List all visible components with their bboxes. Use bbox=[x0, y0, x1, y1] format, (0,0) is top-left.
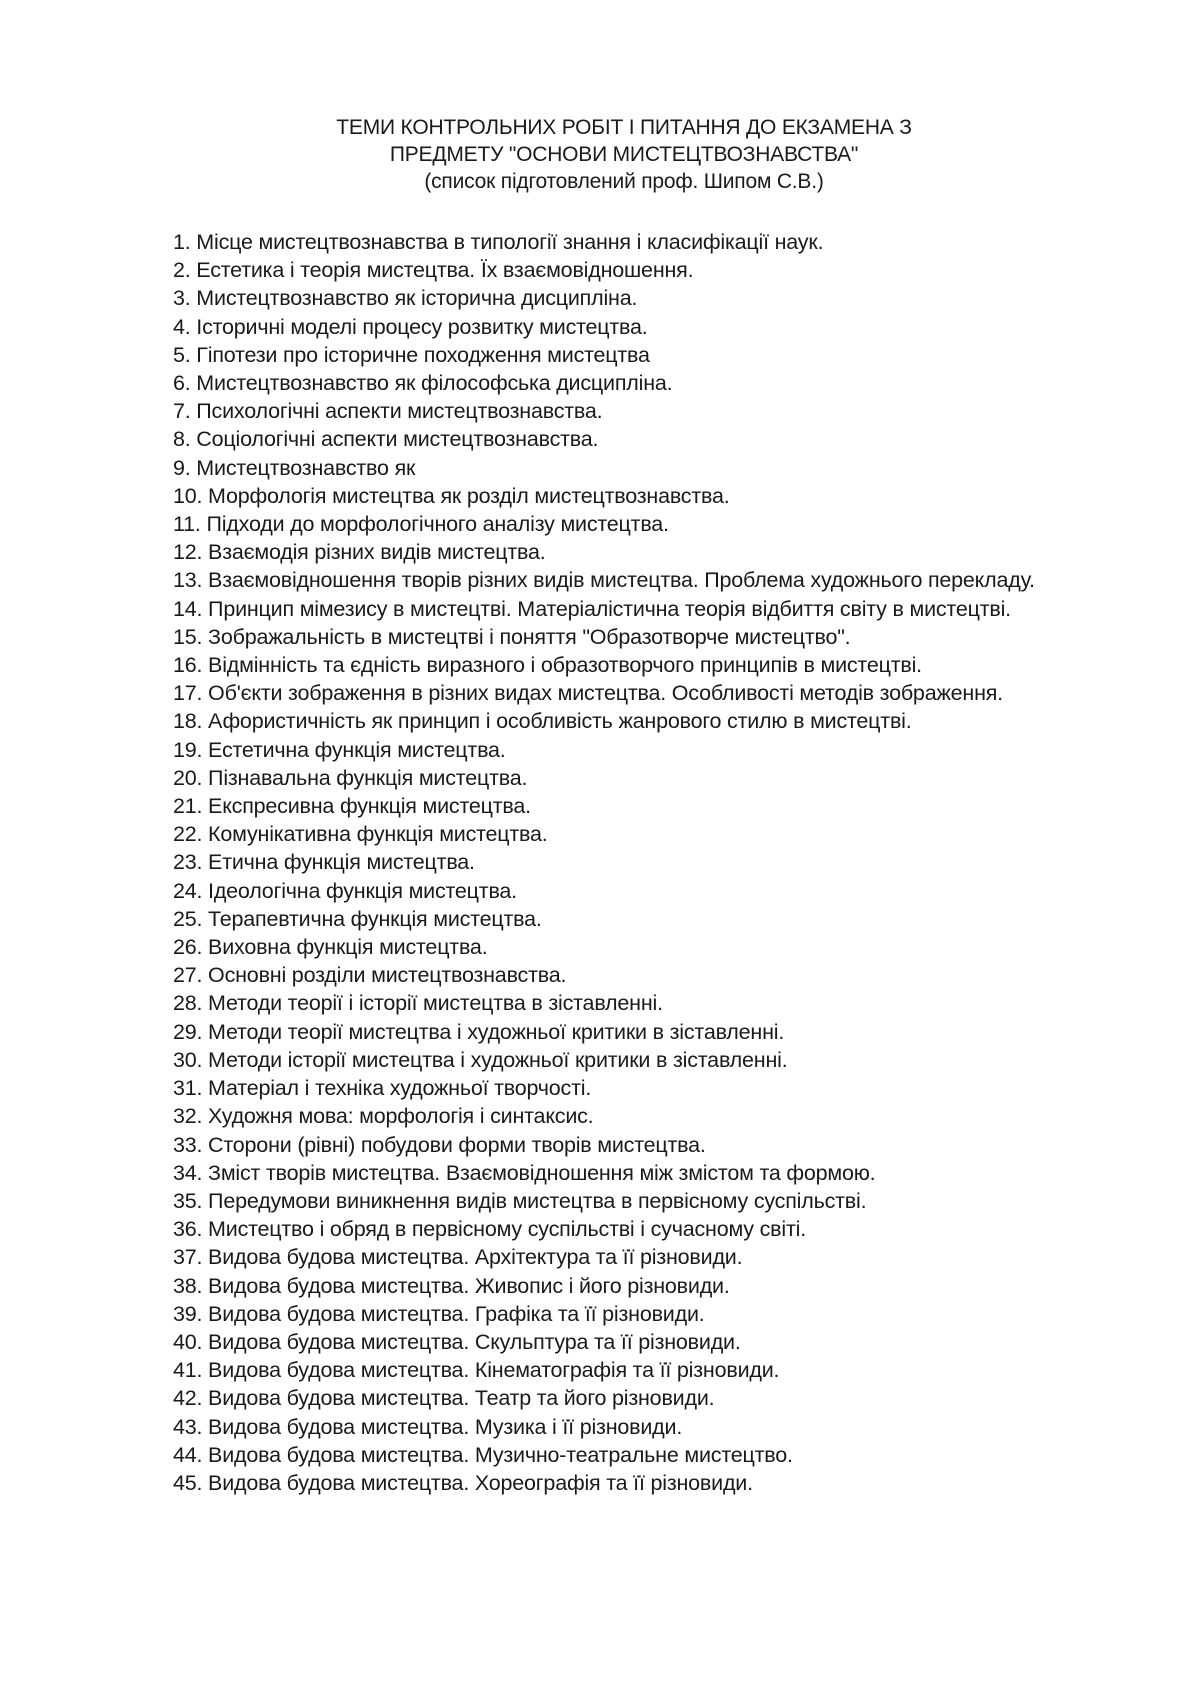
list-item: 31. Матеріал і техніка художньої творчості. bbox=[173, 1076, 592, 1101]
list-item: 39. Видова будова мистецтва. Графіка та її різновиди. bbox=[173, 1301, 705, 1326]
list-item: 7. Психологічні аспекти мистецтвознавства. bbox=[173, 399, 603, 424]
list-item: 21. Експресивна функція мистецтва. bbox=[173, 794, 531, 819]
list-item: 25. Терапевтична функція мистецтва. bbox=[173, 906, 542, 931]
question-list bbox=[173, 228, 1053, 1497]
list-item: 17. Об'єкти зображення в різних видах мистецтва. Особливості методів зображення. bbox=[173, 681, 1003, 706]
list-item: 16. Відмінність та єдність виразного і образотворчого принципів в мистецтві. bbox=[173, 653, 922, 678]
list-item: 34. Зміст творів мистецтва. Взаємовідношення між змістом та формою. bbox=[173, 1160, 876, 1185]
list-item: 43. Видова будова мистецтва. Музика і її різновиди. bbox=[173, 1414, 683, 1439]
list-item: 28. Методи теорії і історії мистецтва в зіставленні. bbox=[173, 991, 663, 1016]
list-item: 44. Видова будова мистецтва. Музично-театральне мистецтво. bbox=[173, 1442, 793, 1467]
list-item: 10. Морфологія мистецтва як розділ мистецтвознавства. bbox=[173, 483, 730, 508]
subtitle: (список підготовлений проф. Шипом С.В.) bbox=[424, 170, 824, 193]
list-item: 19. Естетична функція мистецтва. bbox=[173, 737, 506, 762]
list-item: 41. Видова будова мистецтва. Кінематографія та її різновиди. bbox=[173, 1358, 780, 1383]
list-item: 32. Художня мова: морфологія і синтаксис. bbox=[173, 1104, 594, 1129]
list-item: 14. Принцип мімезису в мистецтві. Матеріалістична теорія відбиття світу в мистецтві. bbox=[173, 596, 1011, 621]
list-item: 37. Видова будова мистецтва. Архітектура та її різновиди. bbox=[173, 1245, 743, 1270]
list-item: 12. Взаємодія різних видів мистецтва. bbox=[173, 540, 546, 565]
list-item: 24. Ідеологічна функція мистецтва. bbox=[173, 878, 517, 903]
list-item: 38. Видова будова мистецтва. Живопис і його різновиди. bbox=[173, 1273, 730, 1298]
list-item: 18. Афористичність як принцип і особливість жанрового стилю в мистецтві. bbox=[173, 709, 912, 734]
title-line-1: ТЕМИ КОНТРОЛЬНИХ РОБІТ І ПИТАННЯ ДО ЕКЗАМЕНА З bbox=[336, 116, 912, 139]
list-item: 5. Гіпотези про історичне походження мистецтва bbox=[173, 342, 650, 367]
list-item: 4. Історичні моделі процесу розвитку мистецтва. bbox=[173, 314, 648, 339]
list-item: 23. Етична функція мистецтва. bbox=[173, 850, 475, 875]
list-item: 30. Методи історії мистецтва і художньої критики в зіставленні. bbox=[173, 1047, 788, 1072]
list-item: 9. Мистецтвознавство як bbox=[173, 455, 416, 480]
list-item: 36. Мистецтво і обряд в первісному суспільстві і сучасному світі. bbox=[173, 1217, 806, 1242]
list-item: 33. Сторони (рівні) побудови форми творів мистецтва. bbox=[173, 1132, 706, 1157]
list-item: 15. Зображальність в мистецтві і поняття "Образотворче мистецтво". bbox=[173, 624, 851, 649]
list-item: 26. Виховна функція мистецтва. bbox=[173, 935, 488, 960]
list-item: 45. Видова будова мистецтва. Хореографія та її різновиди. bbox=[173, 1470, 753, 1495]
list-item: 27. Основні розділи мистецтвознавства. bbox=[173, 963, 567, 988]
list-item: 20. Пізнавальна функція мистецтва. bbox=[173, 765, 528, 790]
list-item: 29. Методи теорії мистецтва і художньої критики в зіставленні. bbox=[173, 1019, 785, 1044]
list-item: 13. Взаємовідношення творів різних видів мистецтва. Проблема художнього перекладу. bbox=[173, 568, 1035, 593]
list-item: 6. Мистецтвознавство як філософська дисципліна. bbox=[173, 371, 673, 396]
list-item: 3. Мистецтвознавство як історична дисципліна. bbox=[173, 286, 638, 311]
list-item: 11. Підходи до морфологічного аналізу мистецтва. bbox=[173, 512, 669, 537]
title-line-2: ПРЕДМЕТУ "ОСНОВИ МИСТЕЦТВОЗНАВСТВА" bbox=[389, 143, 859, 166]
list-item: 42. Видова будова мистецтва. Театр та його різновиди. bbox=[173, 1386, 715, 1411]
list-item: 40. Видова будова мистецтва. Скульптура та її різновиди. bbox=[173, 1329, 741, 1354]
list-item: 35. Передумови виникнення видів мистецтва в первісному суспільстві. bbox=[173, 1188, 867, 1213]
list-item: 8. Соціологічні аспекти мистецтвознавства. bbox=[173, 427, 599, 452]
list-item: 2. Естетика і теорія мистецтва. Їх взаємовідношення. bbox=[173, 258, 694, 283]
list-item: 1. Місце мистецтвознавства в типології знання і класифікації наук. bbox=[173, 230, 824, 254]
list-item: 22. Комунікативна функція мистецтва. bbox=[173, 822, 548, 847]
document-header bbox=[0, 114, 1200, 195]
